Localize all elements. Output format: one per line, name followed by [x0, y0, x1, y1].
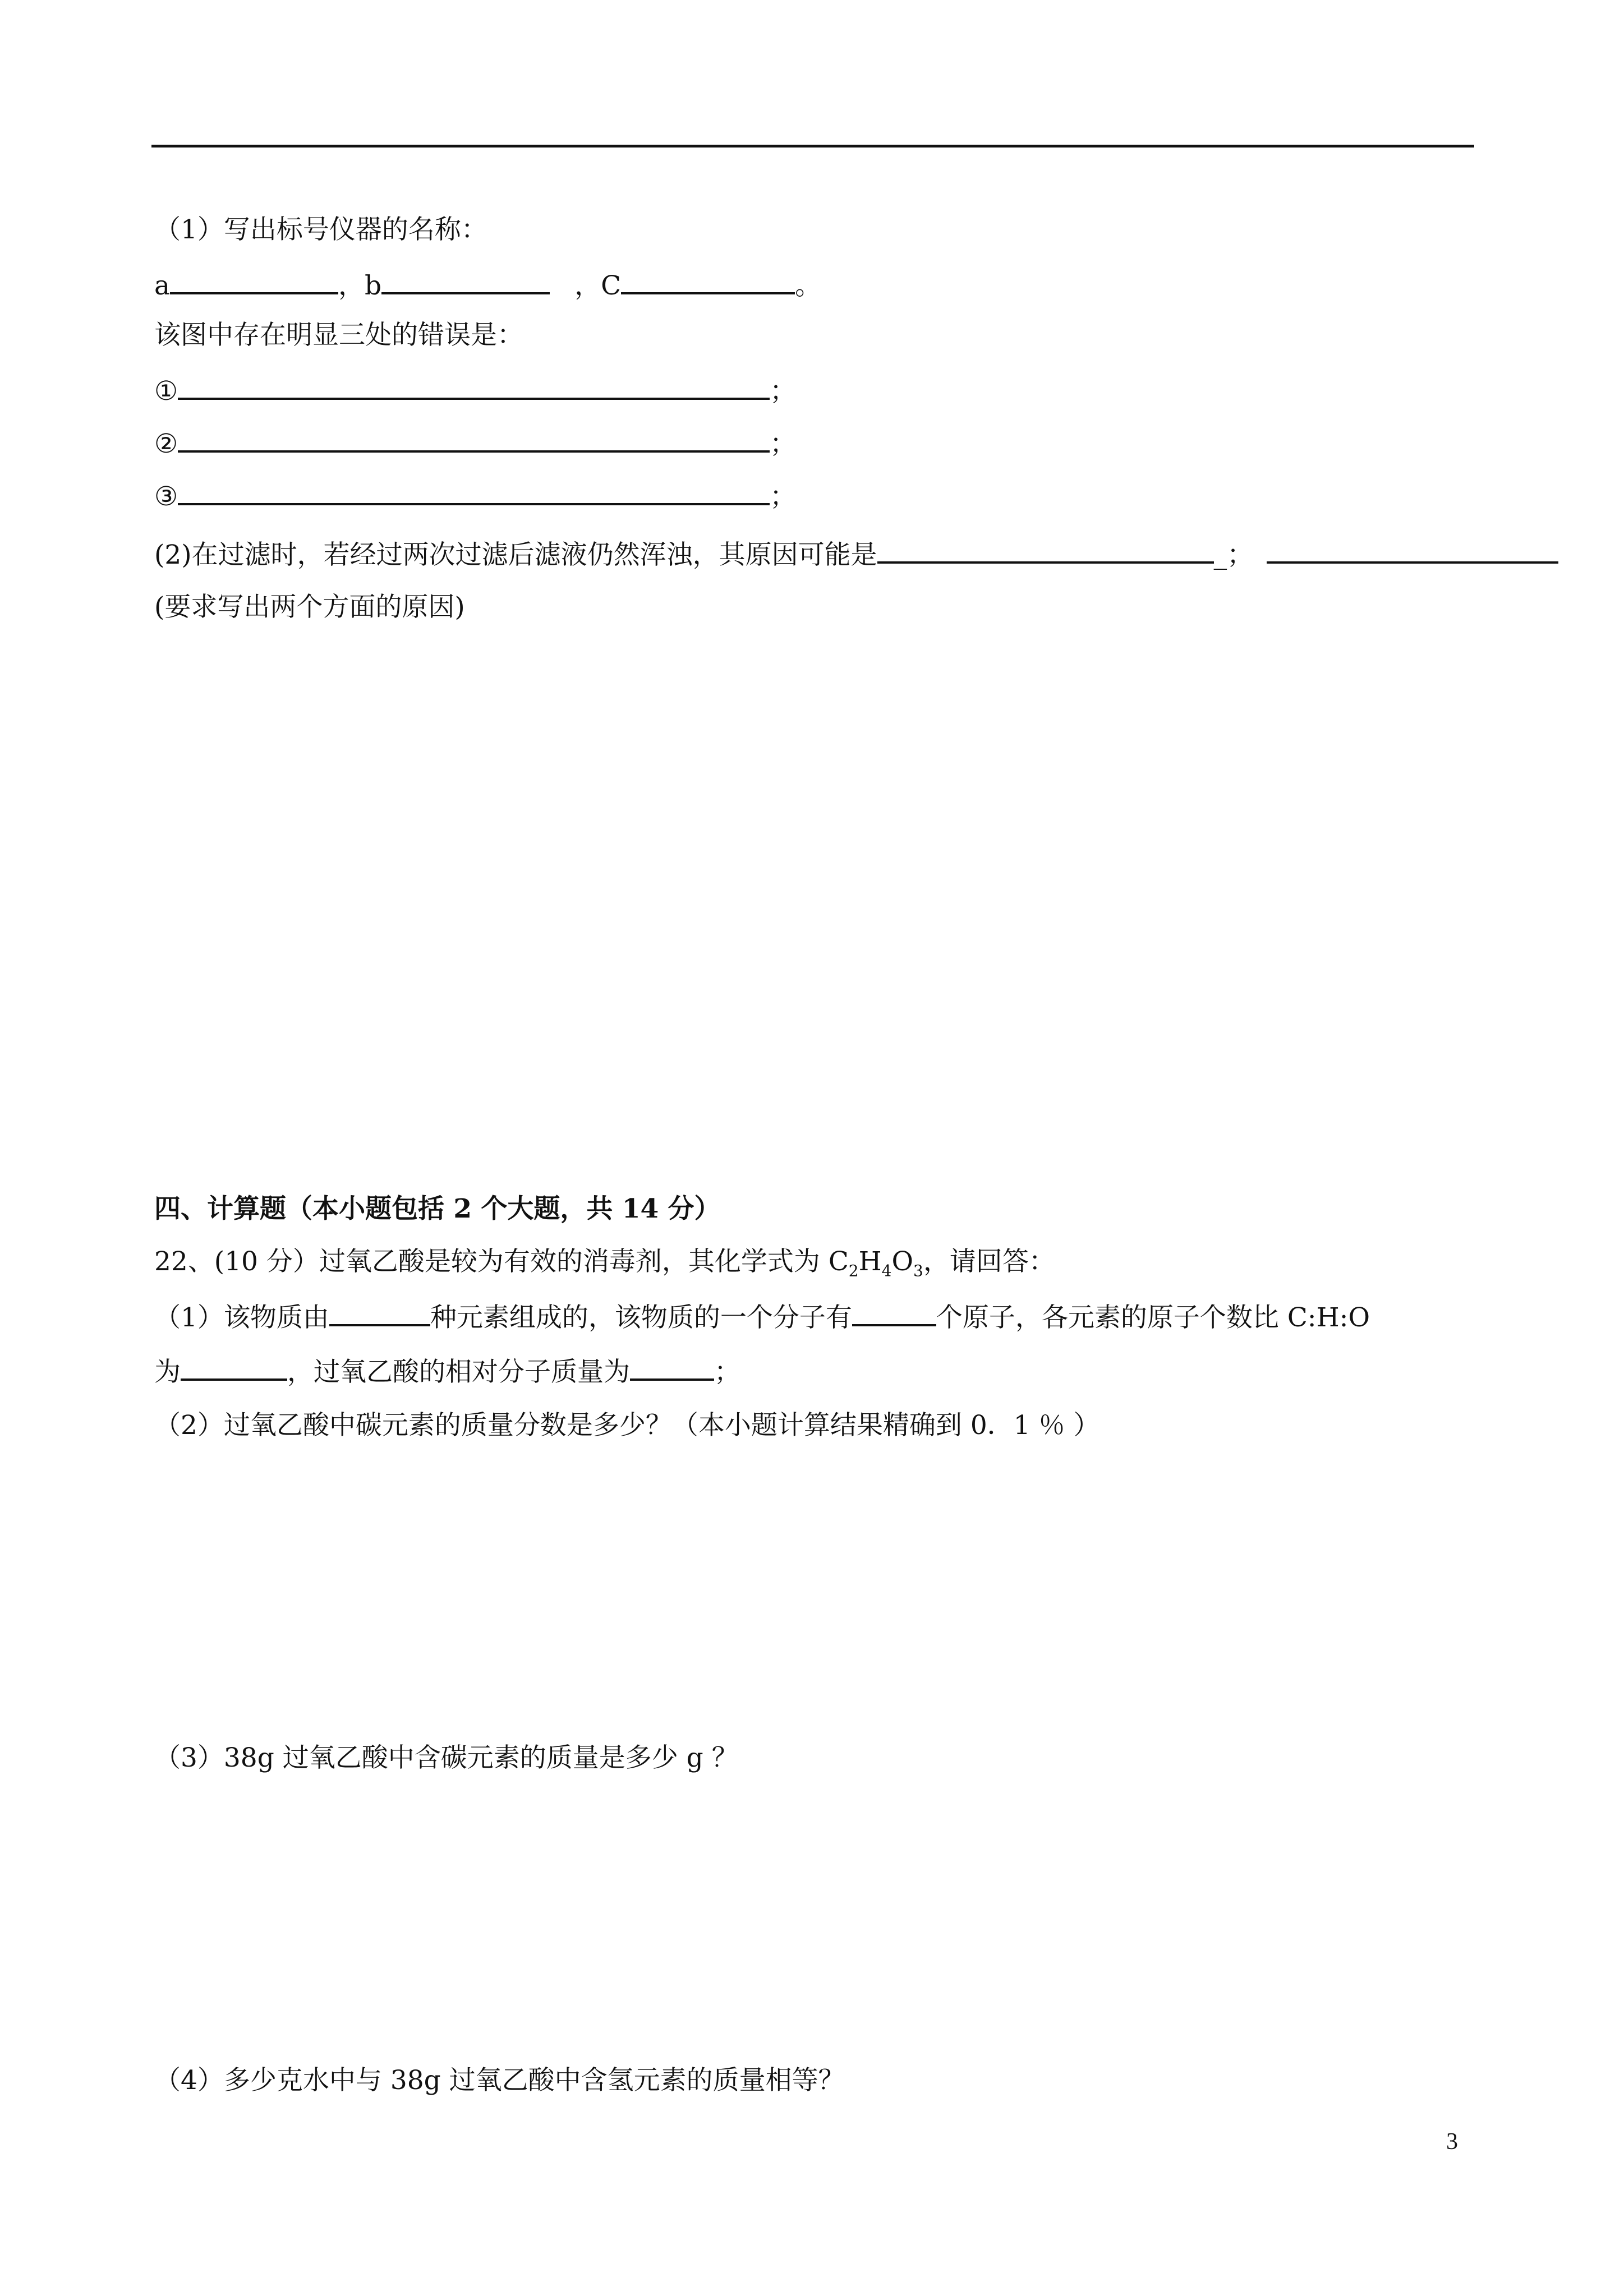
marker-1: ① — [154, 376, 178, 407]
label-a: a — [154, 270, 171, 301]
blank-reason-1[interactable] — [877, 536, 1214, 564]
q21-error-line-1 — [154, 372, 796, 408]
q22-intro — [154, 1245, 1055, 1288]
blank-error-2[interactable] — [178, 425, 770, 453]
q22-p1-text-a: （1）该物质由 — [154, 1302, 329, 1333]
q21-part2-note: (要求写出两个方面的原因) — [154, 592, 465, 623]
q21-part2-sep: _； — [1213, 540, 1254, 570]
blank-atom-count[interactable] — [852, 1298, 936, 1326]
q22-part1-line1 — [154, 1298, 1370, 1335]
blank-element-count[interactable] — [329, 1298, 430, 1326]
formula-sub-h: 4 — [881, 1261, 892, 1280]
blank-b[interactable] — [381, 266, 550, 294]
page-number: 3 — [1446, 2129, 1458, 2155]
blank-reason-2[interactable] — [1267, 536, 1558, 564]
semicolon-2: ； — [770, 428, 797, 459]
blank-c[interactable] — [621, 266, 795, 294]
blank-atom-ratio[interactable] — [181, 1353, 287, 1381]
blank-molecular-mass[interactable] — [630, 1353, 714, 1381]
label-b: ，b — [338, 270, 382, 301]
semicolon-1: ； — [770, 376, 797, 407]
marker-3: ③ — [154, 481, 178, 512]
end-c: 。 — [795, 270, 822, 301]
formula-sub-o: 3 — [913, 1261, 923, 1280]
blank-error-3[interactable] — [178, 477, 770, 505]
q22-p1-text-b: 种元素组成的，该物质的一个分子有 — [430, 1302, 852, 1333]
q22-p1-text-c: 个原子，各元素的原子个数比 C:H:O — [936, 1302, 1370, 1333]
q22-intro-text: 22、(10 分）过氧乙酸是较为有效的消毒剂，其化学式为 C — [154, 1246, 849, 1277]
q22-part3: （3）38g 过氧乙酸中含碳元素的质量是多少 g ？ — [154, 1742, 738, 1773]
q22-part4: （4）多少克水中与 38g 过氧乙酸中含氢元素的质量相等？ — [154, 2065, 845, 2096]
semicolon-3: ； — [770, 481, 797, 512]
q22-intro-end: ，请回答： — [923, 1246, 1055, 1277]
marker-2: ② — [154, 428, 178, 459]
section4-heading: 四、计算题（本小题包括 2 个大题，共 14 分） — [154, 1193, 721, 1224]
q21-errors-intro: 该图中存在明显三处的错误是： — [154, 320, 523, 351]
formula-h: H — [858, 1246, 882, 1277]
q21-error-line-2 — [154, 425, 796, 461]
blank-a[interactable] — [170, 266, 338, 294]
q22-p1-text-d: 为 — [154, 1357, 181, 1387]
q21-part2-line — [154, 536, 1558, 572]
blank-error-1[interactable] — [178, 372, 770, 400]
q22-part2: （2）过氧乙酸中碳元素的质量分数是多少？（本小题计算结果精确到 0．1 ％ ） — [154, 1410, 1100, 1441]
formula-o: O — [891, 1246, 913, 1277]
q22-p1-text-f: ； — [714, 1357, 740, 1387]
q21-part1-prompt: （1）写出标号仪器的名称： — [154, 214, 487, 245]
q21-instrument-names-line — [154, 266, 821, 303]
formula-sub-c: 2 — [848, 1261, 859, 1280]
q22-part1-line2 — [154, 1353, 740, 1389]
q21-error-line-3 — [154, 477, 796, 514]
label-c: ，C — [574, 270, 622, 301]
q21-part2-prompt: (2)在过滤时，若经过两次过滤后滤液仍然浑浊，其原因可能是 — [154, 540, 877, 570]
header-rule — [151, 145, 1474, 147]
q22-p1-text-e: ，过氧乙酸的相对分子质量为 — [287, 1357, 630, 1387]
